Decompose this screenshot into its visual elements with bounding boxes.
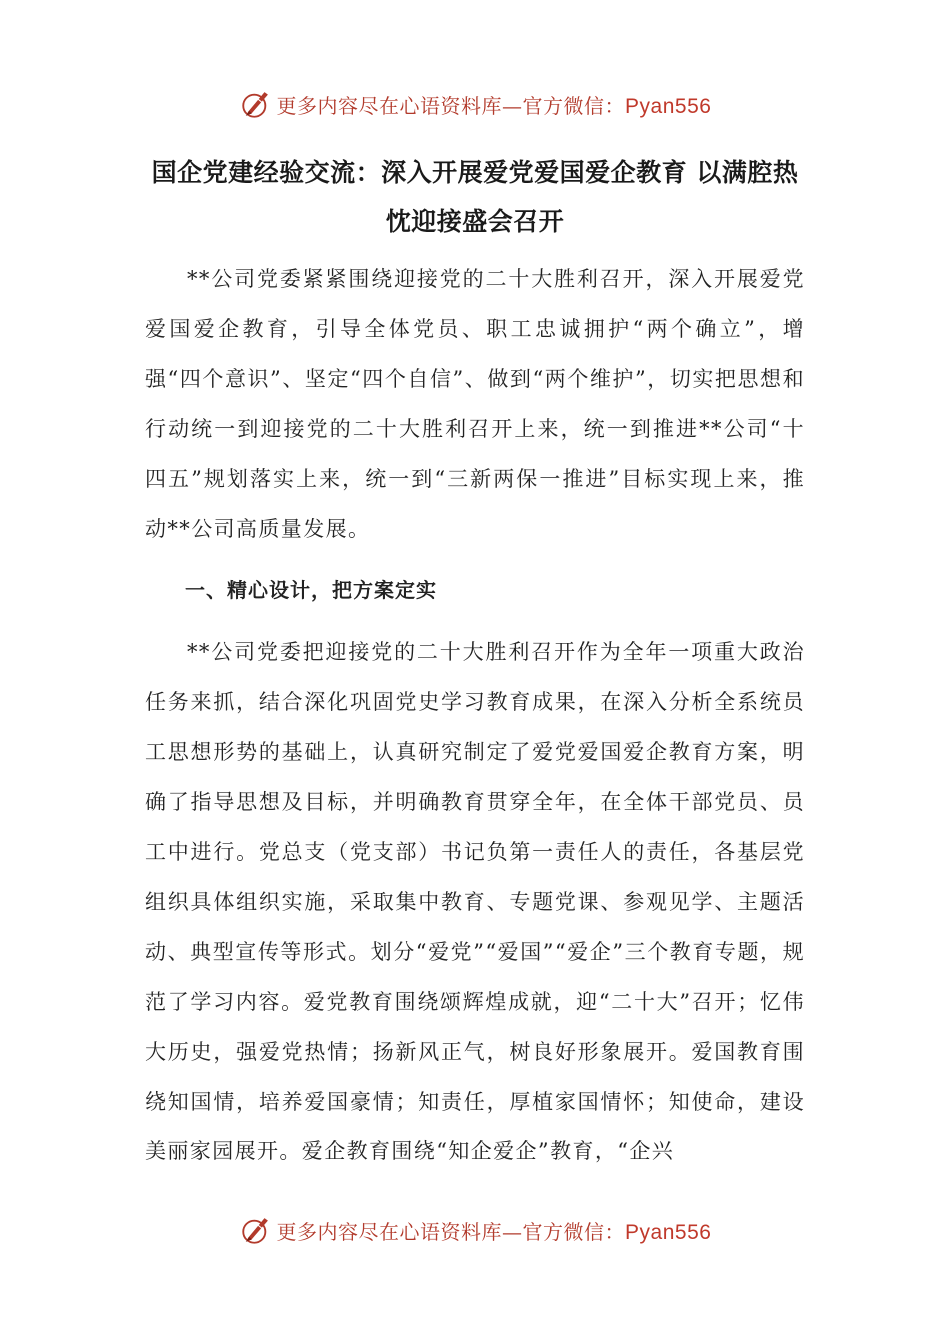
section-paragraph: **公司党委把迎接党的二十大胜利召开作为全年一项重大政治任务来抓，结合深化巩固党史学习教育成果，在深入分析全系统员工思想形势的基础上，认真研究制定了爱党爱国爱企教育方案，明确了指导思想及目标，并明确教育贯穿全年，在全体干部党员、员工中进行。党总支（党支部）书记负第一责任人的责任，各基层党组织具体组织实施，采取集中教育、专题党课、参观见学、主题活动、典型宣传等形式。划分“爱党”“爱国”“爱企”三个教育专题，规范了学习内容。爱党教育围绕颂辉煌成就，迎“二十大”召开；忆伟大历史，强爱党热情；扬新风正气，树良好形象展开。爱国教育围绕知国情，培养爱国豪情；知责任，厚植家国情怀；知使命，建设美丽家园展开。爱企教育围绕“知企爱企”教育，“企兴 — [145, 640, 805, 1164]
header-banner — [0, 84, 950, 124]
document-title: 国企党建经验交流：深入开展爱党爱国爱企教育 以满腔热忱迎接盛会召开 — [151, 158, 799, 236]
section-heading: 一、精心设计，把方案定实 — [185, 578, 437, 603]
quill-pen-icon — [239, 1213, 273, 1247]
intro-paragraph: **公司党委紧紧围绕迎接党的二十大胜利召开，深入开展爱党爱国爱企教育，引导全体党员、职工忠诚拥护“两个确立”，增强“四个意识”、坚定“四个自信”、做到“两个维护”，切实把思想和行动统一到迎接党的二十大胜利召开上来，统一到推进**公司“十四五”规划落实上来，统一到“三新两保一推进”目标实现上来，推动**公司高质量发展。 — [145, 267, 805, 541]
banner-brand: Pyan556 — [625, 94, 712, 118]
banner-text: 更多内容尽在心语资料库—官方微信：Pyan556 — [276, 93, 712, 118]
banner-brand: Pyan556 — [625, 1220, 712, 1244]
document-body — [145, 255, 805, 1177]
banner-text: 更多内容尽在心语资料库—官方微信：Pyan556 — [276, 1219, 712, 1244]
footer-banner — [0, 1210, 950, 1250]
quill-pen-icon — [239, 87, 273, 121]
